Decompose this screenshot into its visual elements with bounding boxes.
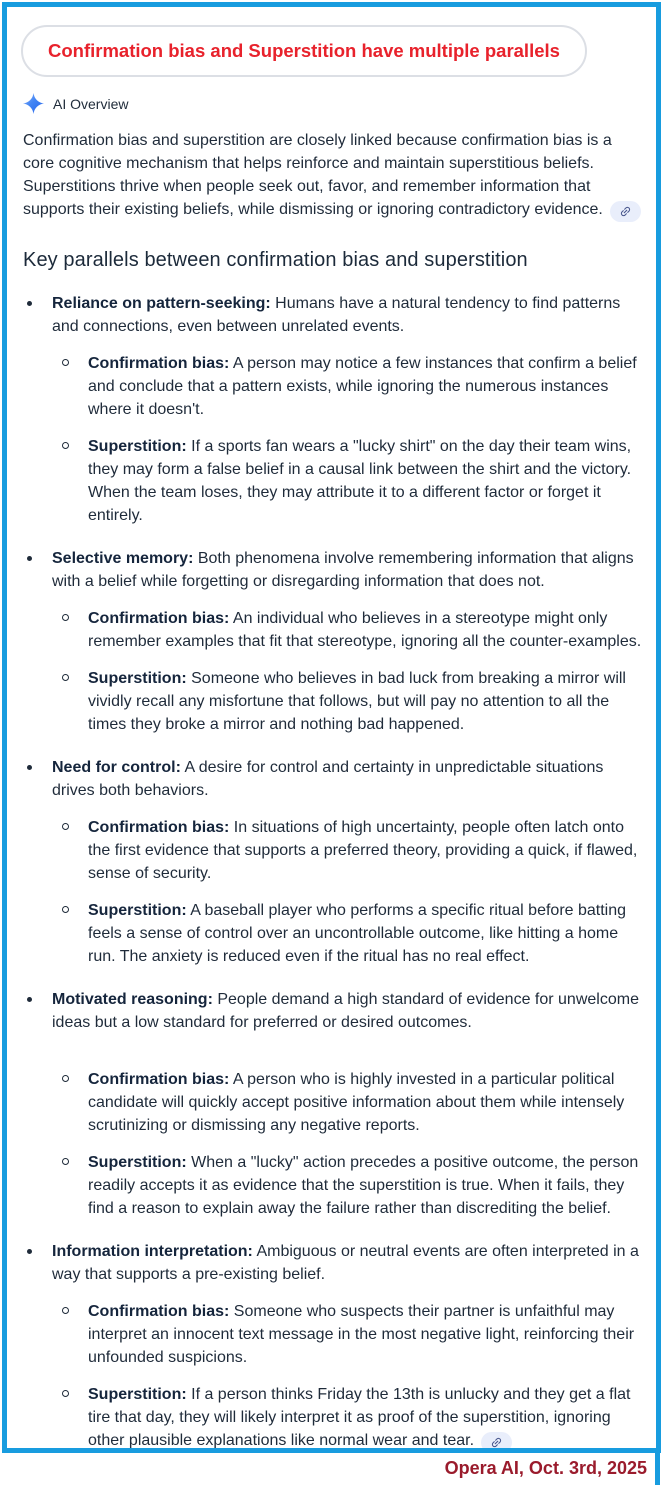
list-item [27, 1240, 648, 1286]
bullet-icon [27, 997, 32, 1002]
link-icon [616, 202, 634, 220]
list-item-lead: Information interpretation: [52, 1243, 253, 1260]
list-item-text: Superstition: Someone who believes in bad luck from breaking a mirror will vividly recall any misfortune that follows, but will pay no attention to all the times they broke a mirror and nothing bad happened. [88, 670, 626, 733]
parallel-group [16, 1240, 648, 1453]
sub-list-item [62, 435, 648, 527]
bullet-icon [27, 556, 32, 561]
attribution: Opera AI, Oct. 3rd, 2025 [444, 1458, 647, 1478]
list-item-lead: Superstition: [88, 1154, 187, 1171]
list-item-text: Superstition: A baseball player who performs a specific ritual before batting feels a sense of control over an uncontrollable outcome, like hitting a home run. The anxiety is reduced even if the ritual has no real effect. [88, 902, 627, 965]
sparkle-icon [23, 93, 44, 114]
list-item-lead: Superstition: [88, 670, 187, 687]
list-item-text: Confirmation bias: Someone who suspects their partner is unfaithful may interpret an innocent text message in the most negative light, reinforcing their unfounded suspicions. [88, 1303, 635, 1366]
parallel-group [16, 292, 648, 527]
list-item [27, 988, 648, 1034]
list-item-lead: Confirmation bias: [88, 819, 230, 836]
parallel-group [16, 756, 648, 968]
bullet-icon [27, 1249, 32, 1254]
list-item-text: Motivated reasoning: People demand a high standard of evidence for unwelcome ideas but a low standard for preferred or desired outcomes. [52, 991, 639, 1031]
list-item-text: Confirmation bias: A person may notice a few instances that confirm a belief and conclude that a pattern exists, while ignoring the numerous instances where it doesn't. [88, 355, 637, 418]
source-link-chip[interactable] [610, 201, 641, 222]
circle-bullet-icon [62, 1158, 69, 1165]
list-item [27, 547, 648, 593]
list-item-lead: Reliance on pattern-seeking: [52, 295, 271, 312]
intro-paragraph [23, 129, 641, 222]
bullet-icon [27, 301, 32, 306]
list-item-text: Superstition: If a person thinks Friday the 13th is unlucky and they get a flat tire that day, they will likely interpret it as proof of the superstition, ignoring other plausible explanations like normal wear and tear. [88, 1383, 648, 1453]
list-item-text: Information interpretation: Ambiguous or neutral events are often interpreted in a way that supports a pre-existing belief. [52, 1243, 639, 1283]
circle-bullet-icon [62, 1075, 69, 1082]
ai-overview-label: AI Overview [53, 95, 129, 112]
list-item-text: Need for control: A desire for control and certainty in unpredictable situations drives both behaviors. [52, 759, 604, 799]
ai-overview-header [23, 93, 648, 114]
circle-bullet-icon [62, 1390, 69, 1397]
sub-list-item [62, 1068, 648, 1137]
list-item-lead: Selective memory: [52, 550, 194, 567]
sub-list-item [62, 899, 648, 968]
list-item-lead: Motivated reasoning: [52, 991, 213, 1008]
list-item-lead: Superstition: [88, 438, 187, 455]
parallels-list [16, 292, 648, 1453]
link-icon [487, 1433, 505, 1451]
circle-bullet-icon [62, 359, 69, 366]
list-item-lead: Confirmation bias: [88, 1071, 230, 1088]
sub-list-item [62, 667, 648, 736]
parallel-group [16, 988, 648, 1220]
sub-list-item [62, 816, 648, 885]
page-title-text: Confirmation bias and Superstition have multiple parallels [48, 40, 560, 61]
list-item-text: Confirmation bias: A person who is highly invested in a particular political candidate will quickly accept positive information about them while intensely scrutinizing or dismissing any negative reports. [88, 1071, 625, 1134]
sub-list-item [62, 1383, 648, 1453]
source-link-chip[interactable] [481, 1432, 512, 1453]
list-item-lead: Confirmation bias: [88, 355, 230, 372]
frame-edge-strip [655, 1453, 660, 1485]
intro-text: Confirmation bias and superstition are closely linked because confirmation bias is a core cognitive mechanism that helps reinforce and maintain superstitious beliefs. Superstitions thrive when people seek out, favor, and remember information that supports their existing beliefs, while dismissing or ignoring contradictory evidence. [23, 132, 612, 218]
page-title [21, 25, 587, 77]
list-item-text: Selective memory: Both phenomena involve remembering information that aligns with a belief while forgetting or disregarding information that does not. [52, 550, 634, 590]
sub-list-item [62, 352, 648, 421]
ai-overview-panel [2, 2, 661, 1453]
circle-bullet-icon [62, 906, 69, 913]
circle-bullet-icon [62, 442, 69, 449]
list-item-text: Confirmation bias: An individual who believes in a stereotype might only remember examples that fit that stereotype, ignoring all the counter-examples. [88, 610, 642, 650]
list-item-lead: Superstition: [88, 902, 187, 919]
circle-bullet-icon [62, 823, 69, 830]
circle-bullet-icon [62, 614, 69, 621]
parallel-group [16, 547, 648, 736]
circle-bullet-icon [62, 674, 69, 681]
list-item [27, 292, 648, 338]
list-item-lead: Confirmation bias: [88, 610, 230, 627]
circle-bullet-icon [62, 1307, 69, 1314]
list-item-text: Superstition: If a sports fan wears a "lucky shirt" on the day their team wins, they may form a false belief in a causal link between the shirt and the victory. When the team loses, they may attribute it to a different factor or forget it entirely. [88, 438, 632, 524]
list-item-lead: Confirmation bias: [88, 1303, 230, 1320]
list-item-text: Reliance on pattern-seeking: Humans have a natural tendency to find patterns and connections, even between unrelated events. [52, 295, 621, 335]
sub-list-item [62, 607, 648, 653]
list-item-text: Confirmation bias: In situations of high uncertainty, people often latch onto the first evidence that supports a preferred theory, providing a quick, if flawed, sense of security. [88, 819, 638, 882]
list-item-lead: Need for control: [52, 759, 181, 776]
sub-list-item [62, 1151, 648, 1220]
list-item [27, 756, 648, 802]
list-item-lead: Superstition: [88, 1386, 187, 1403]
sub-list-item [62, 1300, 648, 1369]
bullet-icon [27, 765, 32, 770]
section-heading: Key parallels between confirmation bias and superstition [23, 249, 528, 271]
list-item-text: Superstition: When a "lucky" action precedes a positive outcome, the person readily accepts it as evidence that the superstition is true. When it fails, they find a reason to explain away the failure rather than discrediting the belief. [88, 1154, 639, 1217]
